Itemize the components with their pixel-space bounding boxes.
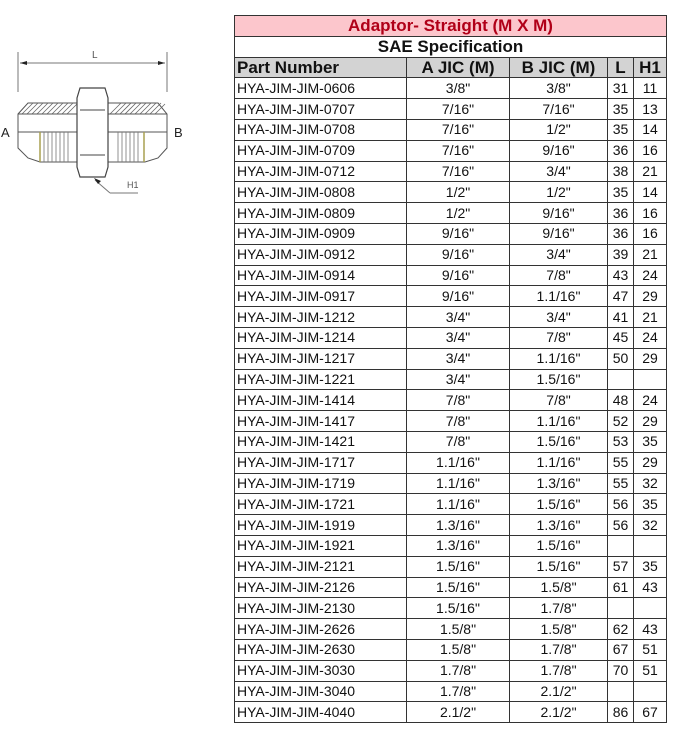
cell-a-jic: 9/16" <box>407 265 510 286</box>
cell-a-jic: 1.3/16" <box>407 515 510 536</box>
cell-l: 31 <box>608 78 634 99</box>
cell-a-jic: 3/8" <box>407 78 510 99</box>
table-row <box>235 119 667 140</box>
table-row <box>235 556 667 577</box>
cell-l <box>608 681 634 702</box>
cell-part-number: HYA-JIM-JIM-0708 <box>235 119 407 140</box>
cell-part-number: HYA-JIM-JIM-0917 <box>235 286 407 307</box>
cell-part-number: HYA-JIM-JIM-1421 <box>235 431 407 452</box>
cell-part-number: HYA-JIM-JIM-1919 <box>235 515 407 536</box>
cell-h1 <box>634 598 667 619</box>
cell-h1: 29 <box>634 411 667 432</box>
cell-h1 <box>634 369 667 390</box>
cell-b-jic: 3/4" <box>510 244 608 265</box>
cell-l: 36 <box>608 203 634 224</box>
cell-h1: 14 <box>634 182 667 203</box>
cell-b-jic: 3/4" <box>510 161 608 182</box>
cell-a-jic: 9/16" <box>407 223 510 244</box>
cell-h1: 14 <box>634 119 667 140</box>
cell-a-jic: 1.5/8" <box>407 639 510 660</box>
cell-part-number: HYA-JIM-JIM-1212 <box>235 307 407 328</box>
end-b-label: B <box>174 125 183 140</box>
cell-l: 53 <box>608 431 634 452</box>
cell-a-jic: 3/4" <box>407 307 510 328</box>
table-subtitle: SAE Specification <box>235 36 667 57</box>
cell-l: 61 <box>608 577 634 598</box>
table-subtitle-row <box>235 36 667 57</box>
cell-a-jic: 1.5/8" <box>407 619 510 640</box>
cell-b-jic: 9/16" <box>510 223 608 244</box>
cell-part-number: HYA-JIM-JIM-2121 <box>235 556 407 577</box>
cell-part-number: HYA-JIM-JIM-0606 <box>235 78 407 99</box>
cell-h1: 32 <box>634 473 667 494</box>
cell-part-number: HYA-JIM-JIM-0909 <box>235 223 407 244</box>
cell-b-jic: 7/8" <box>510 327 608 348</box>
cell-h1: 67 <box>634 702 667 723</box>
table-row <box>235 307 667 328</box>
cell-h1: 43 <box>634 619 667 640</box>
cell-l: 41 <box>608 307 634 328</box>
cell-part-number: HYA-JIM-JIM-0709 <box>235 140 407 161</box>
cell-b-jic: 2.1/2" <box>510 702 608 723</box>
cell-h1: 21 <box>634 307 667 328</box>
cell-b-jic: 3/8" <box>510 78 608 99</box>
cell-h1: 13 <box>634 99 667 120</box>
cell-part-number: HYA-JIM-JIM-1721 <box>235 494 407 515</box>
cell-part-number: HYA-JIM-JIM-3030 <box>235 660 407 681</box>
cell-a-jic: 9/16" <box>407 286 510 307</box>
cell-part-number: HYA-JIM-JIM-1414 <box>235 390 407 411</box>
table-row <box>235 286 667 307</box>
column-header-a-jic: A JIC (M) <box>407 57 510 78</box>
column-header-h1: H1 <box>634 57 667 78</box>
cell-l: 47 <box>608 286 634 307</box>
cell-b-jic: 9/16" <box>510 140 608 161</box>
table-row <box>235 78 667 99</box>
table-row <box>235 244 667 265</box>
cell-a-jic: 3/4" <box>407 369 510 390</box>
adaptor-fitting-diagram <box>0 40 200 200</box>
cell-l: 35 <box>608 99 634 120</box>
cell-h1: 24 <box>634 265 667 286</box>
cell-part-number: HYA-JIM-JIM-0914 <box>235 265 407 286</box>
cell-b-jic: 1.3/16" <box>510 473 608 494</box>
table-row <box>235 140 667 161</box>
cell-a-jic: 7/8" <box>407 411 510 432</box>
cell-part-number: HYA-JIM-JIM-3040 <box>235 681 407 702</box>
cell-part-number: HYA-JIM-JIM-0912 <box>235 244 407 265</box>
cell-a-jic: 9/16" <box>407 244 510 265</box>
column-header-part-number: Part Number <box>235 57 407 78</box>
table-row <box>235 639 667 660</box>
cell-l: 50 <box>608 348 634 369</box>
table-row <box>235 452 667 473</box>
cell-l: 67 <box>608 639 634 660</box>
table-title-row <box>235 16 667 37</box>
cell-part-number: HYA-JIM-JIM-0712 <box>235 161 407 182</box>
cell-l: 52 <box>608 411 634 432</box>
cell-h1: 21 <box>634 244 667 265</box>
cell-h1: 16 <box>634 140 667 161</box>
cell-l: 36 <box>608 223 634 244</box>
cell-l: 57 <box>608 556 634 577</box>
cell-b-jic: 1/2" <box>510 119 608 140</box>
column-header-b-jic: B JIC (M) <box>510 57 608 78</box>
cell-l: 39 <box>608 244 634 265</box>
cell-h1: 51 <box>634 639 667 660</box>
table-row <box>235 390 667 411</box>
cell-a-jic: 1.1/16" <box>407 473 510 494</box>
cell-a-jic: 1.7/8" <box>407 660 510 681</box>
cell-b-jic: 1.1/16" <box>510 348 608 369</box>
cell-part-number: HYA-JIM-JIM-2626 <box>235 619 407 640</box>
table-row <box>235 431 667 452</box>
cell-b-jic: 1.7/8" <box>510 660 608 681</box>
length-label: L <box>92 50 98 61</box>
cell-a-jic: 7/8" <box>407 390 510 411</box>
cell-part-number: HYA-JIM-JIM-1717 <box>235 452 407 473</box>
column-header-l: L <box>608 57 634 78</box>
cell-h1: 29 <box>634 286 667 307</box>
table-row <box>235 619 667 640</box>
cell-b-jic: 1.7/8" <box>510 598 608 619</box>
table-row <box>235 535 667 556</box>
cell-b-jic: 1.5/16" <box>510 535 608 556</box>
cell-h1: 51 <box>634 660 667 681</box>
end-a-label: A <box>1 125 10 140</box>
table-row <box>235 223 667 244</box>
cell-b-jic: 7/8" <box>510 390 608 411</box>
cell-part-number: HYA-JIM-JIM-1719 <box>235 473 407 494</box>
cell-part-number: HYA-JIM-JIM-1221 <box>235 369 407 390</box>
cell-part-number: HYA-JIM-JIM-0808 <box>235 182 407 203</box>
table-row <box>235 473 667 494</box>
cell-b-jic: 1.5/16" <box>510 556 608 577</box>
cell-h1 <box>634 681 667 702</box>
cell-l <box>608 598 634 619</box>
cell-a-jic: 3/4" <box>407 327 510 348</box>
column-header-row <box>235 57 667 78</box>
cell-b-jic: 1.5/16" <box>510 431 608 452</box>
cell-l <box>608 535 634 556</box>
cell-b-jic: 1.1/16" <box>510 411 608 432</box>
cell-part-number: HYA-JIM-JIM-1921 <box>235 535 407 556</box>
cell-b-jic: 1.5/8" <box>510 619 608 640</box>
cell-h1: 16 <box>634 203 667 224</box>
cell-part-number: HYA-JIM-JIM-4040 <box>235 702 407 723</box>
cell-b-jic: 2.1/2" <box>510 681 608 702</box>
cell-l: 45 <box>608 327 634 348</box>
table-row <box>235 515 667 536</box>
cell-a-jic: 3/4" <box>407 348 510 369</box>
cell-b-jic: 1.7/8" <box>510 639 608 660</box>
specification-table <box>234 15 667 723</box>
cell-h1: 35 <box>634 431 667 452</box>
cell-a-jic: 7/16" <box>407 140 510 161</box>
cell-a-jic: 1.3/16" <box>407 535 510 556</box>
cell-l: 35 <box>608 182 634 203</box>
cell-a-jic: 2.1/2" <box>407 702 510 723</box>
cell-l: 56 <box>608 515 634 536</box>
cell-a-jic: 7/8" <box>407 431 510 452</box>
cell-part-number: HYA-JIM-JIM-1217 <box>235 348 407 369</box>
hex-label: H1 <box>127 180 139 190</box>
cell-l: 36 <box>608 140 634 161</box>
cell-l: 70 <box>608 660 634 681</box>
cell-a-jic: 7/16" <box>407 119 510 140</box>
table-row <box>235 182 667 203</box>
cell-h1: 11 <box>634 78 667 99</box>
cell-b-jic: 9/16" <box>510 203 608 224</box>
cell-part-number: HYA-JIM-JIM-0707 <box>235 99 407 120</box>
cell-l: 43 <box>608 265 634 286</box>
cell-part-number: HYA-JIM-JIM-2126 <box>235 577 407 598</box>
cell-b-jic: 1.3/16" <box>510 515 608 536</box>
cell-b-jic: 1.5/8" <box>510 577 608 598</box>
cell-b-jic: 7/8" <box>510 265 608 286</box>
cell-l <box>608 369 634 390</box>
table-row <box>235 99 667 120</box>
cell-h1: 43 <box>634 577 667 598</box>
cell-l: 62 <box>608 619 634 640</box>
cell-a-jic: 1.1/16" <box>407 452 510 473</box>
cell-l: 86 <box>608 702 634 723</box>
cell-b-jic: 1.5/16" <box>510 369 608 390</box>
table-title: Adaptor- Straight (M X M) <box>235 16 667 37</box>
cell-b-jic: 1.5/16" <box>510 494 608 515</box>
cell-b-jic: 7/16" <box>510 99 608 120</box>
cell-b-jic: 1.1/16" <box>510 286 608 307</box>
cell-b-jic: 1.1/16" <box>510 452 608 473</box>
cell-a-jic: 1/2" <box>407 182 510 203</box>
cell-l: 55 <box>608 452 634 473</box>
cell-l: 35 <box>608 119 634 140</box>
cell-a-jic: 1/2" <box>407 203 510 224</box>
cell-part-number: HYA-JIM-JIM-0809 <box>235 203 407 224</box>
cell-h1: 21 <box>634 161 667 182</box>
table-row <box>235 577 667 598</box>
table-row <box>235 598 667 619</box>
cell-l: 56 <box>608 494 634 515</box>
table-row <box>235 203 667 224</box>
cell-a-jic: 7/16" <box>407 161 510 182</box>
cell-part-number: HYA-JIM-JIM-1417 <box>235 411 407 432</box>
cell-part-number: HYA-JIM-JIM-1214 <box>235 327 407 348</box>
cell-a-jic: 1.5/16" <box>407 598 510 619</box>
cell-h1: 24 <box>634 327 667 348</box>
cell-a-jic: 1.5/16" <box>407 577 510 598</box>
cell-a-jic: 7/16" <box>407 99 510 120</box>
table-row <box>235 681 667 702</box>
cell-a-jic: 1.1/16" <box>407 494 510 515</box>
table-row <box>235 161 667 182</box>
cell-h1: 29 <box>634 452 667 473</box>
cell-h1: 16 <box>634 223 667 244</box>
table-row <box>235 369 667 390</box>
cell-b-jic: 3/4" <box>510 307 608 328</box>
cell-part-number: HYA-JIM-JIM-2630 <box>235 639 407 660</box>
cell-h1: 24 <box>634 390 667 411</box>
cell-b-jic: 1/2" <box>510 182 608 203</box>
cell-h1: 35 <box>634 556 667 577</box>
table-row <box>235 702 667 723</box>
cell-h1: 29 <box>634 348 667 369</box>
cell-h1 <box>634 535 667 556</box>
table-row <box>235 348 667 369</box>
cell-h1: 35 <box>634 494 667 515</box>
table-row <box>235 660 667 681</box>
cell-part-number: HYA-JIM-JIM-2130 <box>235 598 407 619</box>
table-row <box>235 411 667 432</box>
table-row <box>235 327 667 348</box>
cell-l: 48 <box>608 390 634 411</box>
cell-h1: 32 <box>634 515 667 536</box>
cell-l: 55 <box>608 473 634 494</box>
table-row <box>235 494 667 515</box>
cell-a-jic: 1.5/16" <box>407 556 510 577</box>
table-body <box>235 78 667 723</box>
table-row <box>235 265 667 286</box>
cell-a-jic: 1.7/8" <box>407 681 510 702</box>
cell-l: 38 <box>608 161 634 182</box>
